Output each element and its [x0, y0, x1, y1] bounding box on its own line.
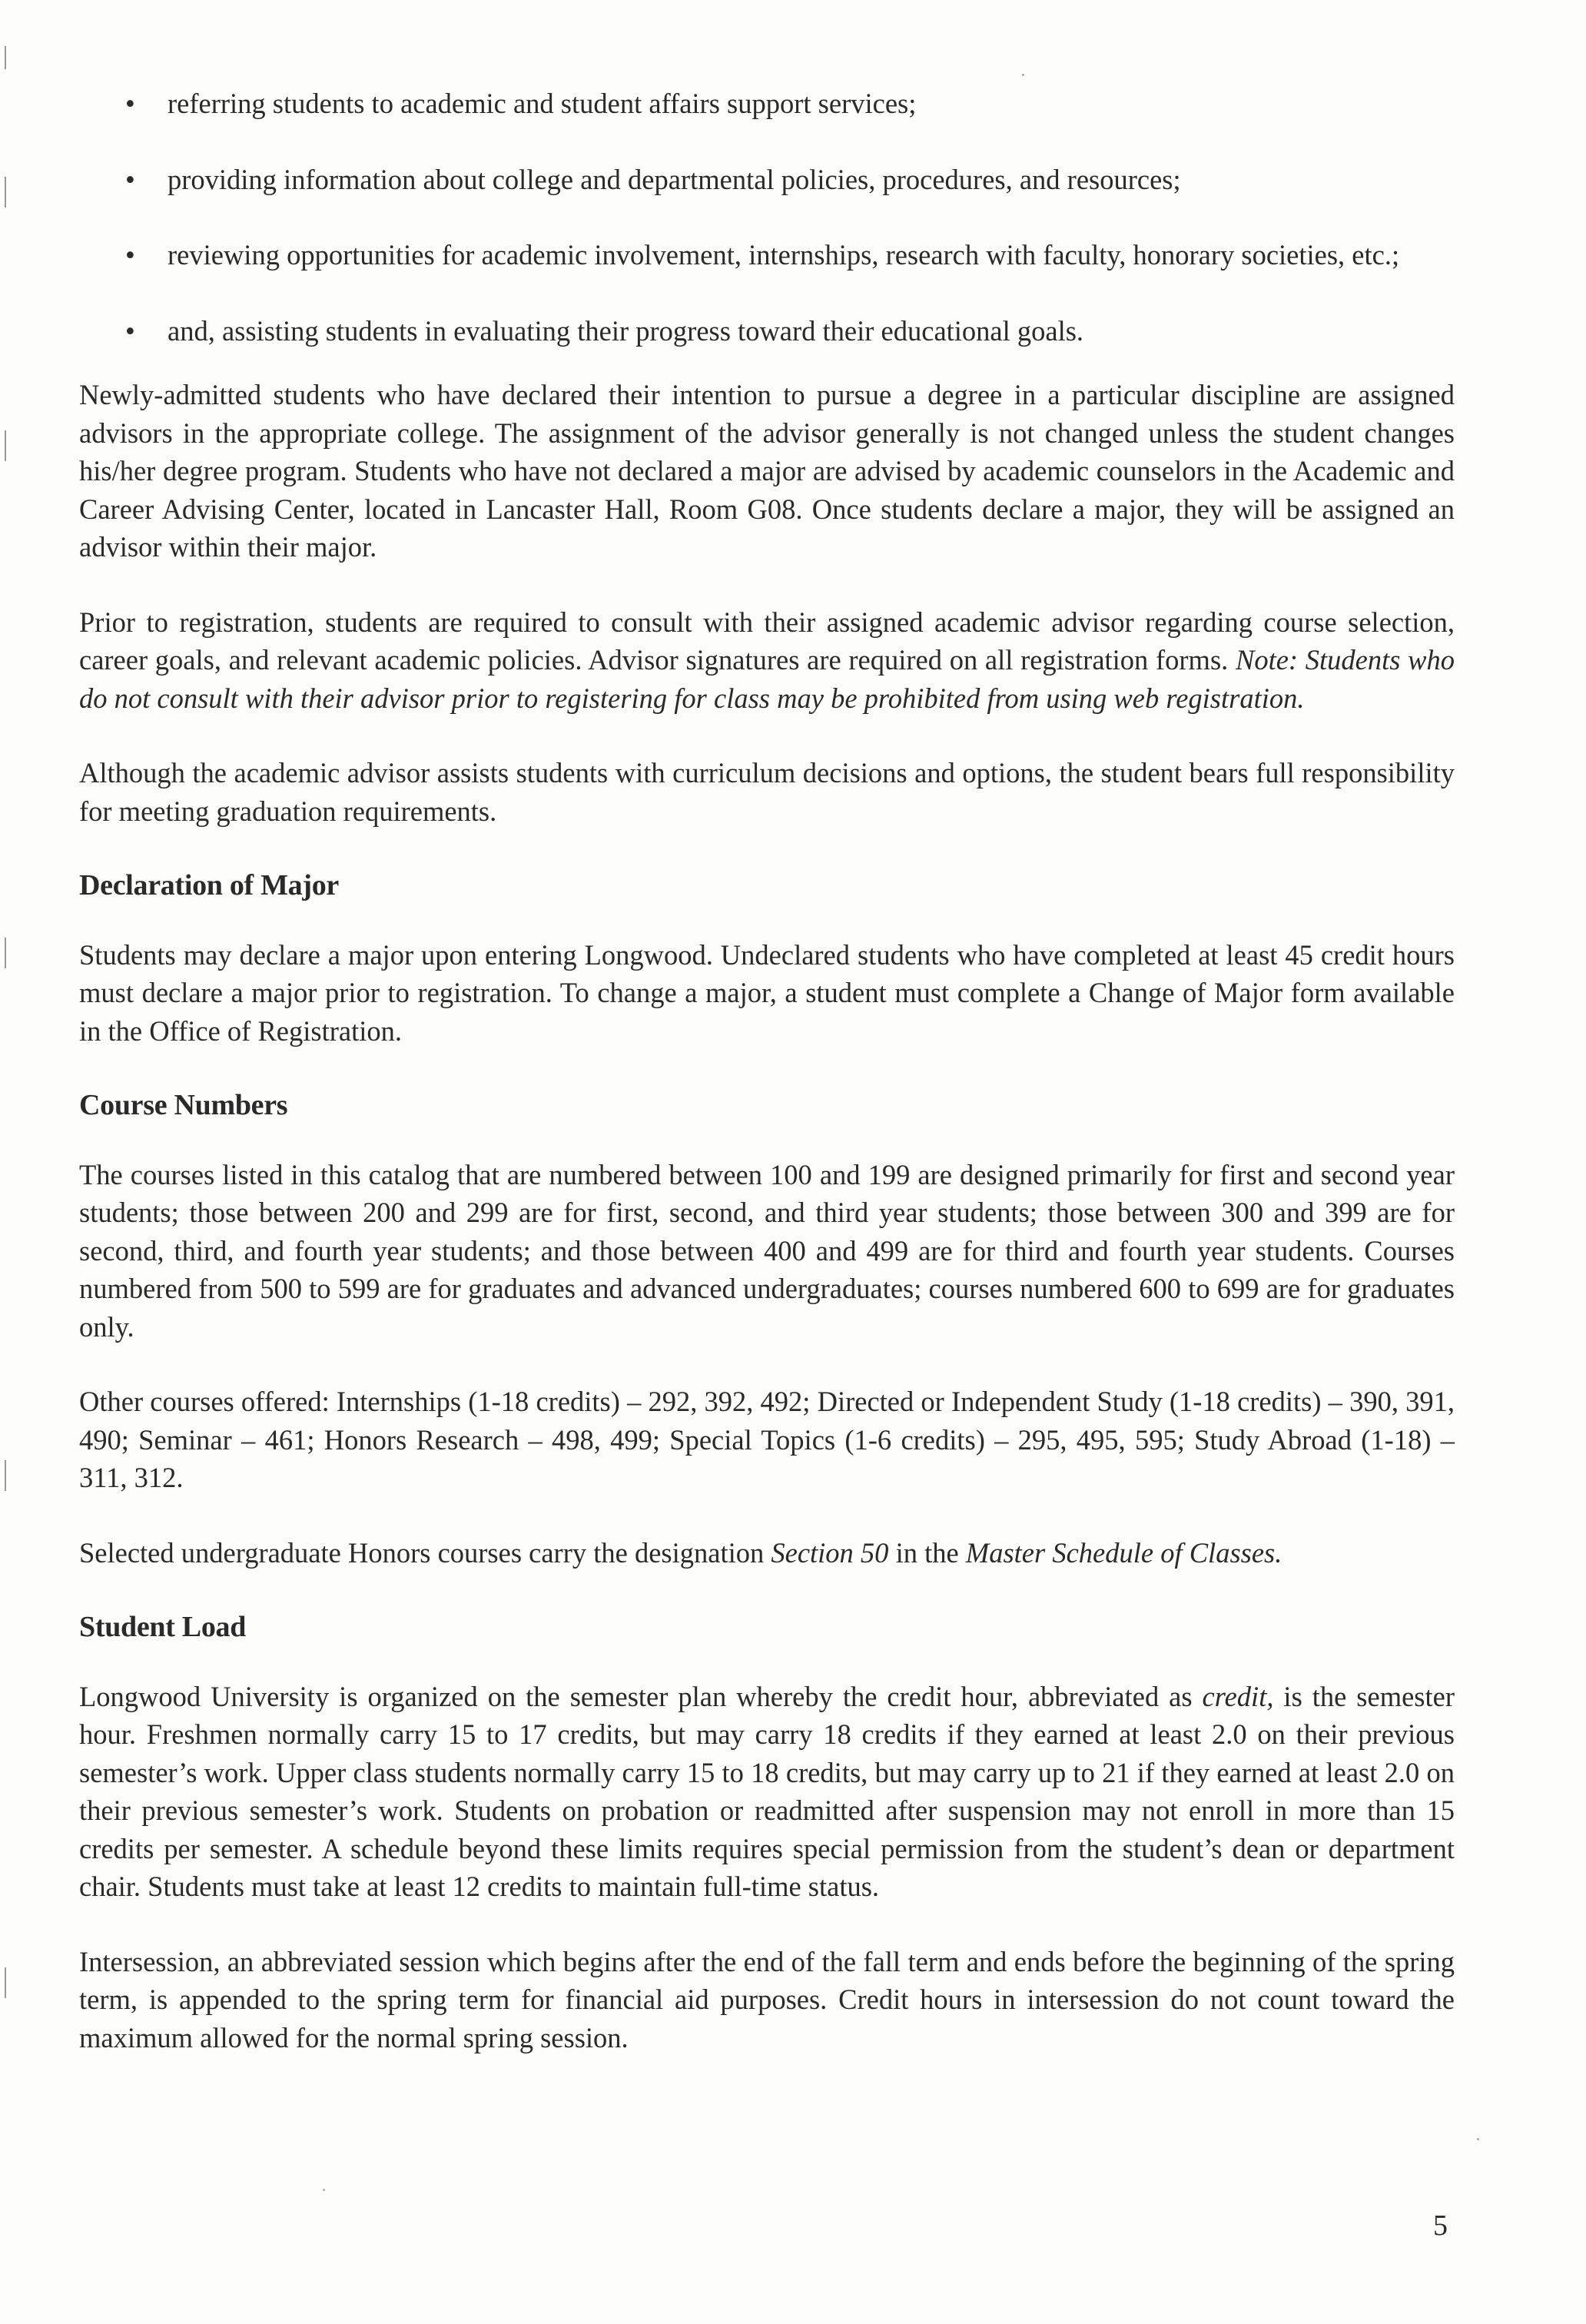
- schedule-title: Master Schedule of Classes.: [965, 1536, 1282, 1569]
- honors-text: Selected undergraduate Honors courses carry the designation: [79, 1536, 771, 1569]
- honors-text: in the: [888, 1536, 966, 1569]
- scan-edge-mark: [5, 46, 6, 69]
- paragraph-course-levels: The courses listed in this catalog that are numbered between 100 and 199 are designed primarily for first and second year students; those between 200 and 299 are for first, second, and third year students; those between 300 and 399 are for second, third, and fourth year students; and those between 400 and 499 are for third and fourth year students. Courses numbered from 500 to 599 are for graduates and advanced undergraduates; courses numbered 600 to 699 are for graduates only.: [79, 1158, 1455, 1343]
- registration-text: Prior to registration, students are required to consult with their assigned academic advisor regarding course selection, career goals, and relevant academic policies. Advisor signatures are required on all registration forms.: [79, 606, 1455, 676]
- scan-edge-mark: [5, 430, 6, 461]
- scan-edge-mark: [5, 1967, 6, 1998]
- paragraph-advisor-assignment: Newly-admitted students who have declared their intention to pursue a degree in a particular discipline are assigned advisors in the appropriate college. The assignment of the advisor generally is not changed unless the student changes his/her degree program. Students who have not declared a major are advised by academic counselors in the Academic and Career Advising Center, located in Lancaster Hall, Room G08. Once students declare a major, they will be assigned an advisor within their major.: [79, 379, 1455, 563]
- paragraph-responsibility: Although the academic advisor assists students with curriculum decisions and options, the student bears full responsibility for meeting graduation requirements.: [79, 757, 1455, 827]
- document-page: [79, 85, 1455, 2093]
- paragraph-intersession: Intersession, an abbreviated session which begins after the end of the fall term and ends before the beginning of the spring term, is appended to the spring term for financial aid purposes. Credit hours in intersession do not count toward the maximum allowed for the normal spring session.: [79, 1945, 1455, 2053]
- load-text: is the semester hour. Freshmen normally carry 15 to 17 credits, but may carry 18 credits if they earned at least 2.0 on their previous semester’s work. Upper class students normally carry 15 to 18 credits, but may carry up to 21 if they earned at least 2.0 on their previous semester’s work. Students on probation or readmitted after suspension may not enroll in more than 15 credits per semester. A schedule beyond these limits requires special permission from the student’s dean or department chair. Students must take at least 12 credits to maintain full-time status.: [79, 1680, 1455, 1902]
- load-text: Longwood University is organized on the semester plan whereby the credit hour, abbreviated as: [79, 1680, 1203, 1712]
- page-number: 5: [1433, 2209, 1448, 2242]
- paragraph-honors-courses: [79, 1534, 1455, 1572]
- list-item: • providing information about college and departmental policies, procedures, and resources;: [79, 161, 1455, 199]
- paragraph-declaration: Students may declare a major upon entering Longwood. Undeclared students who have completed at least 45 credit hours must declare a major prior to registration. To change a major, a student must complete a Change of Major form available in the Office of Registration.: [79, 938, 1455, 1047]
- list-item: • reviewing opportunities for academic involvement, internships, research with faculty, honorary societies, etc.;: [79, 236, 1455, 274]
- scan-edge-mark: [5, 1460, 6, 1491]
- section-designation: Section 50: [771, 1536, 889, 1569]
- registration-note: Note: Students who do not consult with their advisor prior to registering for class may be prohibited from using web registration.: [79, 644, 1455, 714]
- advising-services-list: [79, 85, 1455, 350]
- paragraph-other-courses: Other courses offered: Internships (1-18 credits) – 292, 392, 492; Directed or Independent Study (1-18 credits) – 390, 391, 490; Seminar – 461; Honors Research – 498, 499; Special Topics (1-6 credits) – 295, 495, 595; Study Abroad (1-18) – 311, 312.: [79, 1386, 1455, 1493]
- list-item: • referring students to academic and student affairs support services;: [79, 85, 1455, 123]
- section-heading-course-numbers: Course Numbers: [79, 1089, 288, 1121]
- scan-speck: [1022, 74, 1024, 76]
- scan-speck: [323, 2189, 325, 2191]
- credit-term: credit,: [1202, 1680, 1274, 1712]
- paragraph-registration: [79, 603, 1455, 718]
- section-heading-student-load: Student Load: [79, 1611, 247, 1643]
- scan-edge-mark: [5, 938, 6, 968]
- scan-edge-mark: [5, 177, 6, 208]
- paragraph-semester-plan: [79, 1678, 1455, 1906]
- scan-speck: [1477, 2138, 1479, 2140]
- list-item: • and, assisting students in evaluating their progress toward their educational goals.: [79, 312, 1455, 350]
- section-heading-declaration: Declaration of Major: [79, 869, 339, 901]
